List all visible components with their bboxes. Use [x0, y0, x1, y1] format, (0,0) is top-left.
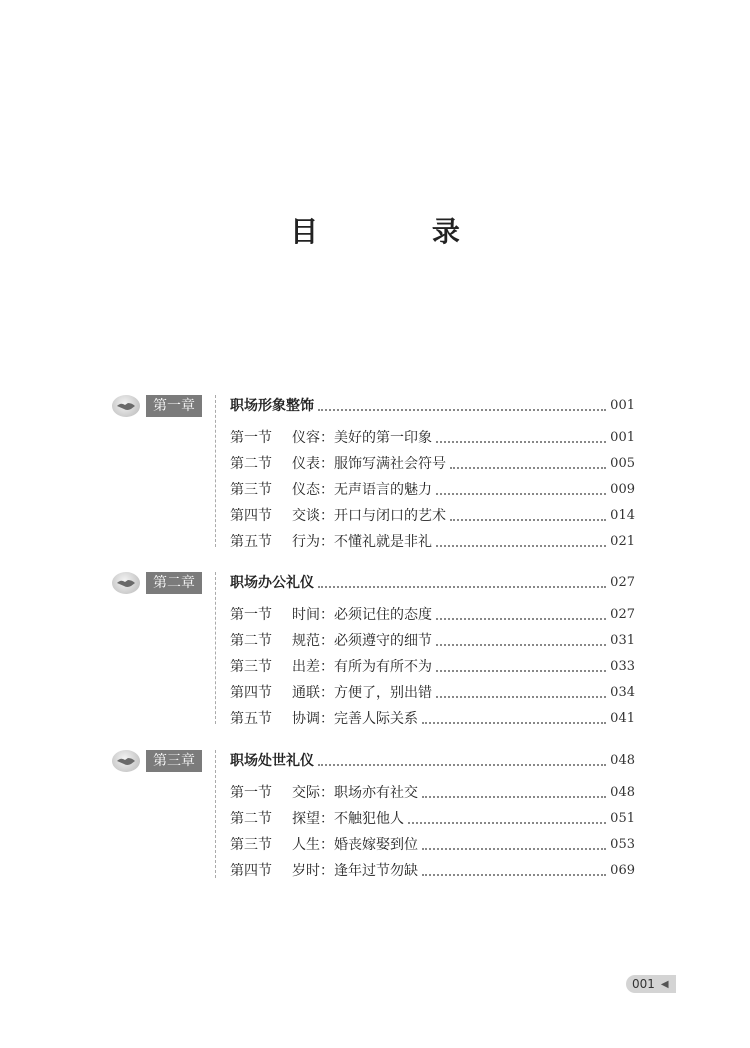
toc-section-entry[interactable]: 第二节 仪表：服饰写满社会符号 005 [230, 456, 635, 472]
handshake-icon [112, 395, 140, 417]
divider [215, 572, 216, 724]
chapter-1-header [112, 395, 202, 417]
chapter-badge: 第二章 [146, 572, 202, 594]
toc-section-entry[interactable]: 第四节 岁时：逢年过节勿缺 069 [230, 863, 635, 879]
handshake-icon [112, 572, 140, 594]
toc-section-entry[interactable]: 第四节 交谈：开口与闭口的艺术 014 [230, 508, 635, 524]
toc-section-entry[interactable]: 第五节 行为：不懂礼就是非礼 021 [230, 534, 635, 550]
toc-section-entry[interactable]: 第三节 出差：有所为有所不为 033 [230, 659, 635, 675]
toc-chapter-entry[interactable]: 职场形象整饰 001 [230, 398, 635, 414]
triangle-left-icon: ◀ [660, 978, 669, 990]
toc-section-entry[interactable]: 第一节 时间：必须记住的态度 027 [230, 607, 635, 623]
toc-section-entry[interactable]: 第一节 仪容：美好的第一印象 001 [230, 430, 635, 446]
page-title: 目 录 [290, 215, 512, 248]
toc-section-entry[interactable]: 第四节 通联：方便了，别出错 034 [230, 685, 635, 701]
chapter-3-header [112, 750, 202, 772]
chapter-badge: 第三章 [146, 750, 202, 772]
page-number-badge [626, 975, 676, 993]
page-number: 001 [632, 977, 655, 991]
divider [215, 395, 216, 547]
toc-section-entry[interactable]: 第三节 仪态：无声语言的魅力 009 [230, 482, 635, 498]
toc-chapter-entry[interactable]: 职场处世礼仪 048 [230, 753, 635, 769]
toc-section-entry[interactable]: 第五节 协调：完善人际关系 041 [230, 711, 635, 727]
toc-section-entry[interactable]: 第二节 规范：必须遵守的细节 031 [230, 633, 635, 649]
toc-section-entry[interactable]: 第二节 探望：不触犯他人 051 [230, 811, 635, 827]
divider [215, 750, 216, 878]
chapter-2-header [112, 572, 202, 594]
toc-section-entry[interactable]: 第一节 交际：职场亦有社交 048 [230, 785, 635, 801]
toc-chapter-entry[interactable]: 职场办公礼仪 027 [230, 575, 635, 591]
toc-section-entry[interactable]: 第三节 人生：婚丧嫁娶到位 053 [230, 837, 635, 853]
chapter-badge: 第一章 [146, 395, 202, 417]
handshake-icon [112, 750, 140, 772]
